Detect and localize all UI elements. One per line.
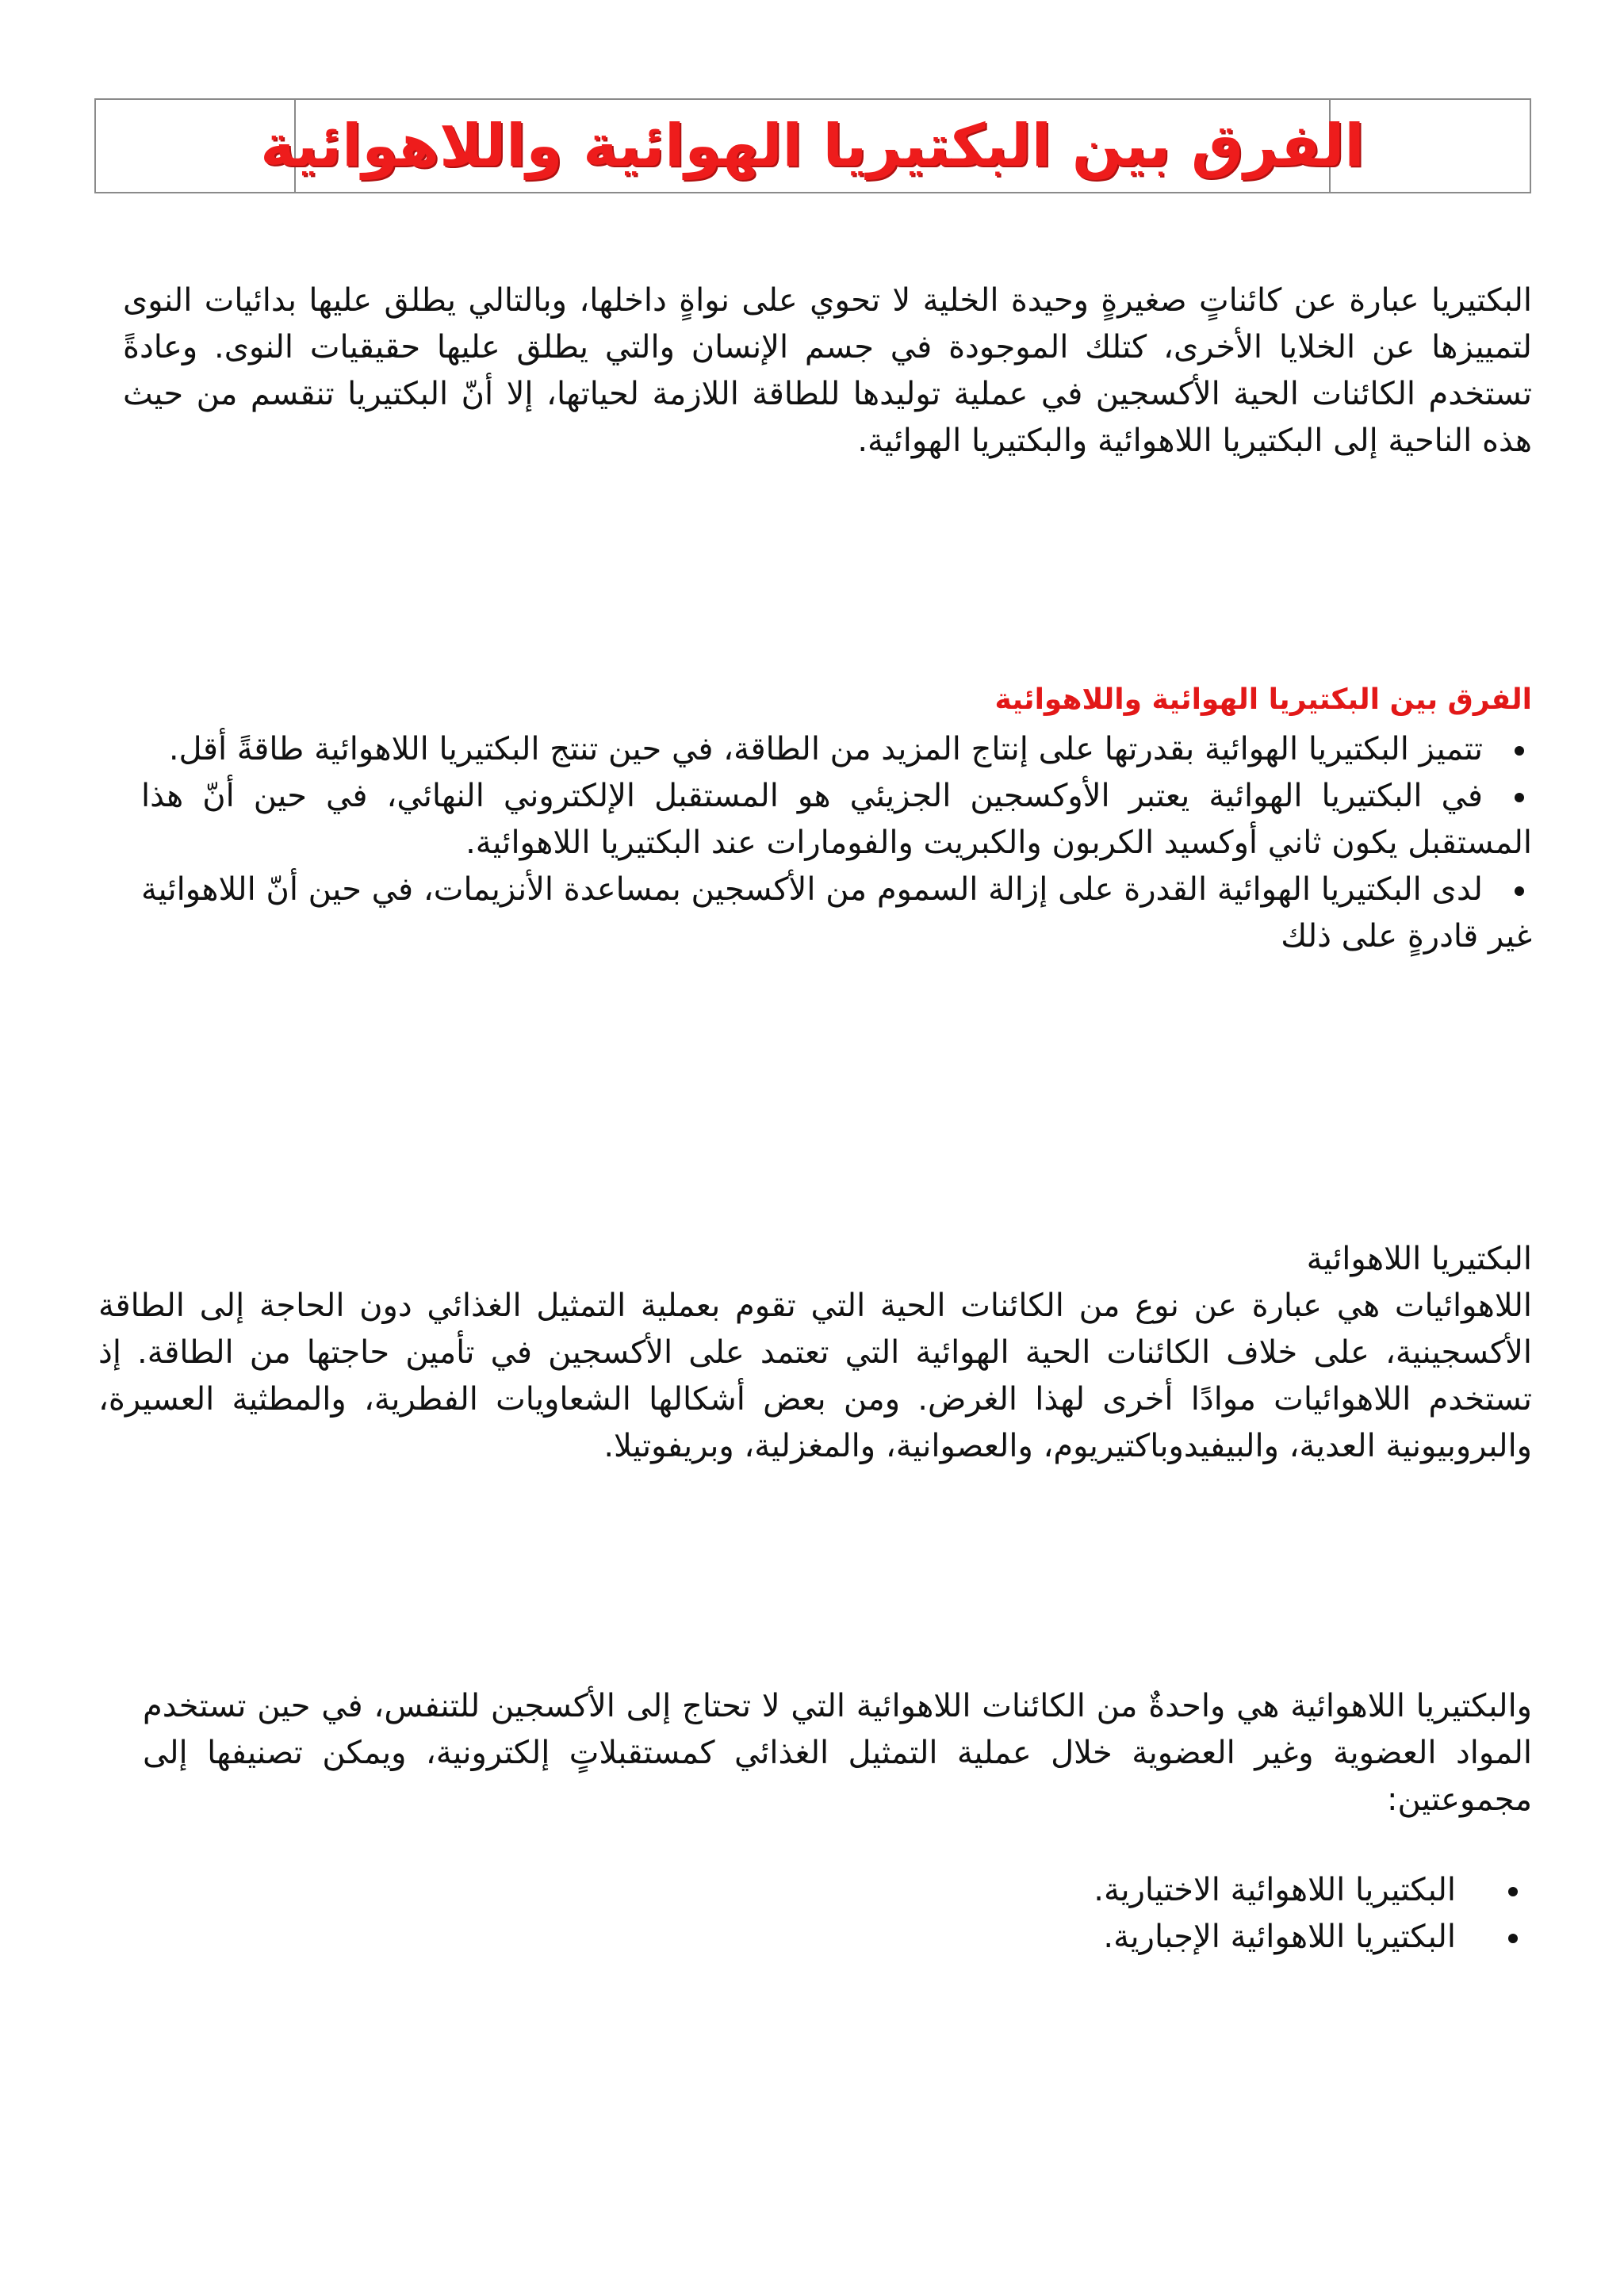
classification-paragraph: والبكتيريا اللاهوائية هي واحدةٌ من الكائنات اللاهوائية التي لا تحتاج إلى الأكسجين للتنفس، في حين تستخدم المواد العضوية وغير العضوية خلال عملية التمثيل الغذائي كمستقبلاتٍ إلكترونية، ويمكن تصنيفها إلى مجموعتين: xyxy=(143,1688,1532,1818)
bullet-icon xyxy=(1515,886,1524,896)
document-title: الفرق بين البكتيريا الهوائية واللاهوائية xyxy=(260,112,1365,180)
bullet-icon xyxy=(1508,1934,1518,1943)
title-table-right-cell xyxy=(1331,100,1530,192)
anaerobic-section xyxy=(98,1236,1532,1470)
title-table xyxy=(94,98,1531,193)
groups-list xyxy=(238,1867,1532,1961)
group-text-2: البكتيريا اللاهوائية الإجبارية. xyxy=(1103,1919,1456,1955)
list-item xyxy=(141,773,1532,867)
list-item xyxy=(141,867,1532,960)
group-text-1: البكتيريا اللاهوائية الاختيارية. xyxy=(1094,1872,1456,1908)
difference-text-1: تتميز البكتيريا الهوائية بقدرتها على إنتاج المزيد من الطاقة، في حين تنتج البكتيريا اللاهوائية طاقةً أقل. xyxy=(168,731,1483,767)
bullet-icon xyxy=(1515,746,1524,756)
bullet-icon xyxy=(1515,793,1524,802)
differences-heading: الفرق بين البكتيريا الهوائية واللاهوائية xyxy=(994,683,1532,716)
anaerobic-heading: البكتيريا اللاهوائية xyxy=(1306,1241,1532,1277)
difference-text-2: في البكتيريا الهوائية يعتبر الأوكسجين الجزيئي هو المستقبل الإلكتروني النهائي، في حين أنّ هذا المستقبل يكون ثاني أوكسيد الكربون والكبريت والفومارات عند البكتيريا اللاهوائية. xyxy=(141,778,1532,861)
title-table-title-cell xyxy=(260,100,1365,192)
anaerobic-paragraph: اللاهوائيات هي عبارة عن نوع من الكائنات الحية التي تقوم بعملية التمثيل الغذائي دون الحاجة إلى الطاقة الأكسجينية، على خلاف الكائنات الحية الهوائية التي تعتمد على الأكسجين في تأمين حاجتها من الطاقة. إذ تستخدم اللاهوائيات موادًا أخرى لهذا الغرض. ومن بعض أشكالها الشعاويات الفطرية، والمطثية العسيرة، والبروبيونية العدية، والبيفيدوباكتيريوم، والعصوانية، والمغزلية، وبريفوتيلا. xyxy=(98,1288,1532,1464)
intro-paragraph: البكتيريا عبارة عن كائناتٍ صغيرةٍ وحيدة الخلية لا تحوي على نواةٍ داخلها، وبالتالي يطلق عليها بدائيات النوى لتمييزها عن الخلايا الأخرى، كتلك الموجودة في جسم الإنسان والتي يطلق عليها حقيقيات النوى. وعادةً تستخدم الكائنات الحية الأكسجين في عملية توليدها للطاقة اللازمة لحياتها، إلا أنّ البكتيريا تنقسم من حيث هذه الناحية إلى البكتيريا اللاهوائية والبكتيريا الهوائية. xyxy=(123,282,1532,459)
differences-list xyxy=(141,726,1532,960)
difference-text-3: لدى البكتيريا الهوائية القدرة على إزالة السموم من الأكسجين بمساعدة الأنزيمات، في حين أنّ اللاهوائية غير قادرةٍ على ذلك xyxy=(141,871,1532,955)
list-item xyxy=(238,1867,1532,1914)
list-item xyxy=(141,726,1532,773)
list-item xyxy=(238,1914,1532,1961)
bullet-icon xyxy=(1508,1887,1518,1896)
